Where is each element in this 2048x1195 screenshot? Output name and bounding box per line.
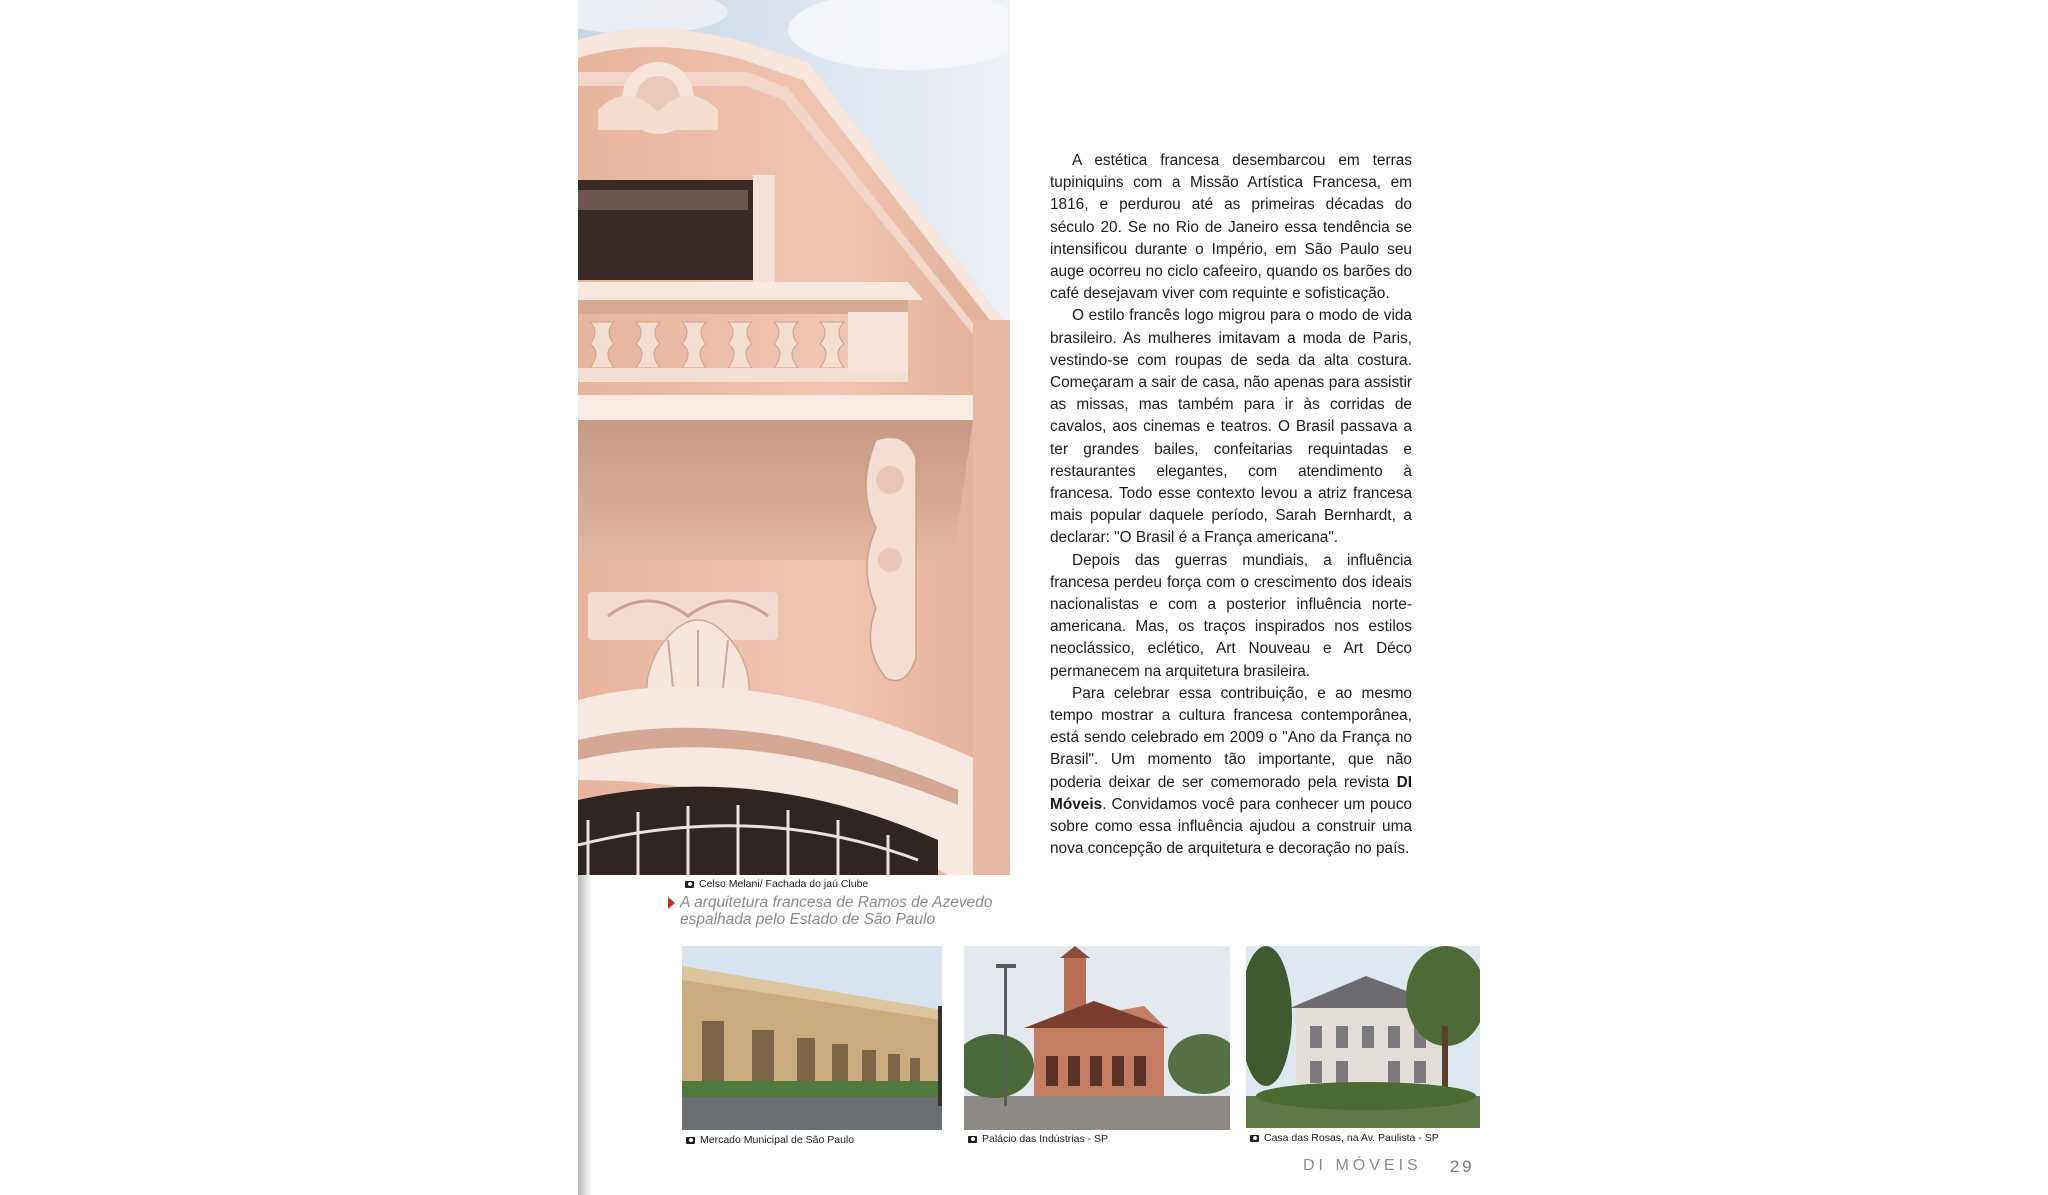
thumbnail-3-credit-text: Casa das Rosas, na Av. Paulista - SP bbox=[1264, 1132, 1439, 1144]
article-paragraph-2: O estilo francês logo migrou para o modo de vida brasileiro. As mulheres imitavam a moda de Paris, vestindo-se com roupas de seda da alta costura. Começaram a sair de casa, não apenas para assistir as missas, mas também para ir às corridas de cavalos, aos cinemas e teatros. O Brasil passava a ter grandes bailes, confeitarias requintadas e restaurantes elegantes, com atendimento à francesa. Todo esse contexto levou a atriz francesa mais popular daquele período, Sarah Bernhardt, a declarar: "O Brasil é a França americana". bbox=[1050, 307, 1412, 547]
thumbnail-3-credit bbox=[1250, 1132, 1439, 1144]
camera-icon bbox=[1250, 1135, 1259, 1142]
magazine-name-bold: DI Móveis bbox=[1050, 773, 1412, 813]
article-body bbox=[1050, 150, 1412, 861]
thumbnail-1-credit-text: Mercado Municipal de São Paulo bbox=[700, 1134, 855, 1146]
magazine-name-footer: DI MÓVEIS bbox=[1303, 1157, 1422, 1174]
page-number: 29 bbox=[1449, 1157, 1475, 1176]
paragraph-4-text-start: Para celebrar essa contribuição, e ao mesmo tempo mostrar a cultura francesa contemporânea, está sendo celebrado em 2009 o "Ano da França no Brasil". Um momento tão importante, que não poderia deixar de ser comemorado pela revista bbox=[1050, 684, 1412, 791]
thumbnail-casa-das-rosas bbox=[1246, 946, 1480, 1128]
hero-photo-facade bbox=[578, 0, 1010, 875]
camera-icon bbox=[686, 1137, 695, 1144]
article-paragraph-3: Depois das guerras mundiais, a influência francesa perdeu força com o crescimento dos ideais nacionalistas e com a posterior influência norte-americana. Mas, os traços inspirados nos estilos neoclássico, eclético, Art Nouveau e Art Déco permanecem na arquitetura brasileira. bbox=[1050, 551, 1412, 680]
photo-caption-text: A arquitetura francesa de Ramos de Azevedo espalhada pelo Estado de São Paulo bbox=[680, 894, 993, 928]
hero-photo-credit-text: Celso Melani/ Fachada do jaú Clube bbox=[699, 878, 869, 890]
thumbnail-2-credit-text: Palácio das Indústrias - SP bbox=[982, 1133, 1109, 1145]
article-paragraph-1: A estética francesa desembarcou em terras tupiniquins com a Missão Artística Francesa, em 1816, e perdurou até as primeiras décadas do século 20. Se no Rio de Janeiro essa tendência se intensificou durante o Império, em São Paulo seu auge ocorreu no ciclo cafeeiro, quando os barões do café desejavam viver com requinte e sofisticação. bbox=[1050, 152, 1412, 303]
hero-photo-credit bbox=[685, 878, 868, 890]
article-paragraph-4 bbox=[1050, 683, 1412, 861]
triangle-marker-icon bbox=[668, 897, 675, 909]
thumbnail-palacio-industrias bbox=[964, 946, 1230, 1130]
camera-icon bbox=[968, 1136, 977, 1143]
photo-caption bbox=[680, 894, 1040, 928]
paragraph-4-text-end: . Convidamos você para conhecer um pouco sobre como essa influência ajudou a construir uma nova concepção de arquitetura e decoração no país. bbox=[1050, 795, 1412, 858]
thumbnail-1-credit bbox=[686, 1134, 854, 1146]
thumbnail-2-credit bbox=[968, 1133, 1108, 1145]
camera-icon bbox=[685, 881, 694, 888]
page-footer bbox=[1303, 1157, 1475, 1177]
thumbnail-mercado-municipal bbox=[682, 946, 942, 1130]
